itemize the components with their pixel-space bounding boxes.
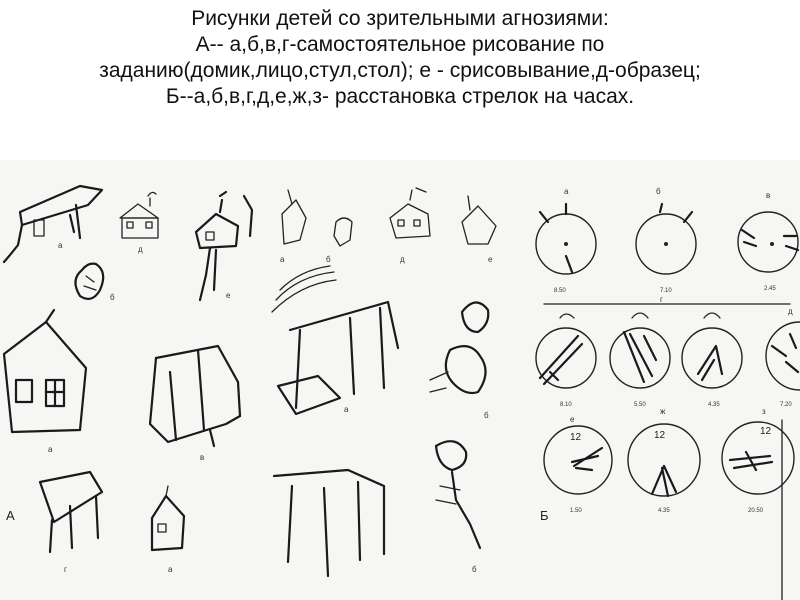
clock-g3-time: 4.35 — [708, 402, 720, 408]
label-copy-house: е — [226, 291, 231, 300]
clock-z-time: 20.50 — [748, 508, 764, 514]
drawing-chair — [150, 346, 240, 462]
clock-g-3 — [682, 313, 742, 408]
mini-drawings — [280, 188, 496, 264]
clock-z — [722, 407, 794, 514]
clock-g-2 — [610, 313, 670, 408]
clock-e — [544, 415, 612, 514]
clock-a-time: 8.50 — [554, 288, 566, 294]
drawing-furniture — [274, 470, 384, 576]
clock-d-letter: д — [788, 307, 793, 316]
label-mini-e: е — [488, 255, 493, 264]
clock-b-letter: б — [656, 187, 661, 196]
drawing-table — [6, 472, 102, 574]
panel-a-drawings — [4, 186, 496, 576]
drawing-house-a — [4, 186, 102, 262]
drawing-house-small — [152, 486, 184, 574]
drawing-house-big — [4, 310, 86, 454]
label-house-a: а — [58, 241, 63, 250]
label-face-b: б — [110, 293, 115, 302]
clock-e-time: 1.50 — [570, 508, 582, 514]
panel-b-letter: Б — [540, 508, 549, 523]
label-chair-2: а — [344, 405, 349, 414]
clock-v-time: 2.45 — [764, 286, 776, 292]
clock-zh-time: 4.35 — [658, 508, 670, 514]
label-face-3: б — [472, 565, 477, 574]
caption-line-1: Рисунки детей со зрительными агнозиями: — [191, 7, 609, 30]
drawing-copy-house — [196, 192, 252, 300]
label-face-2: б — [484, 411, 489, 420]
clock-e-letter: е — [570, 415, 575, 424]
clock-v-letter: в — [766, 191, 771, 200]
clock-a — [536, 187, 596, 294]
drawing-chair-2 — [272, 266, 398, 414]
clock-g1-time: 8.10 — [560, 402, 572, 408]
clock-zh-letter: ж — [660, 407, 666, 416]
clock-e-dial: 12 — [570, 432, 582, 443]
clock-d — [766, 307, 800, 408]
clock-b — [636, 187, 696, 294]
clock-group-letter: г — [660, 295, 663, 304]
clock-z-letter: з — [762, 407, 766, 416]
label-chair: в — [200, 453, 205, 462]
caption-line-4: Б--а,б,в,г,д,е,ж,з- расстановка стрелок на часах. — [165, 85, 635, 108]
label-house-big: а — [48, 445, 53, 454]
label-model-house: д — [138, 245, 143, 254]
clock-d-time: 7.20 — [780, 402, 792, 408]
drawing-face-3 — [436, 441, 480, 574]
panel-a-letter: А — [6, 508, 15, 523]
clock-a-letter: а — [564, 187, 569, 196]
clock-v — [738, 191, 798, 292]
panel-b-clocks — [536, 187, 800, 600]
clock-zh — [628, 407, 700, 514]
caption-line-3: заданию(домик,лицо,стул,стол); е - срисовывание,д-образец; — [99, 59, 701, 82]
clock-g-1 — [536, 314, 596, 408]
clock-z-dial: 12 — [760, 426, 772, 437]
label-mini-a: а — [280, 255, 285, 264]
caption-line-2: А-- а,б,в,г-самостоятельное рисование по — [195, 33, 605, 56]
label-table: г — [64, 565, 67, 574]
drawing-face-2 — [430, 302, 489, 420]
drawing-face-b — [75, 264, 115, 302]
clock-g2-time: 5.50 — [634, 402, 646, 408]
clock-zh-dial: 12 — [654, 430, 666, 441]
label-mini-d: д — [400, 255, 405, 264]
clock-b-time: 7.10 — [660, 288, 672, 294]
label-mini-b: б — [326, 255, 331, 264]
label-house-small: а — [168, 565, 173, 574]
drawing-model-house — [120, 192, 158, 254]
